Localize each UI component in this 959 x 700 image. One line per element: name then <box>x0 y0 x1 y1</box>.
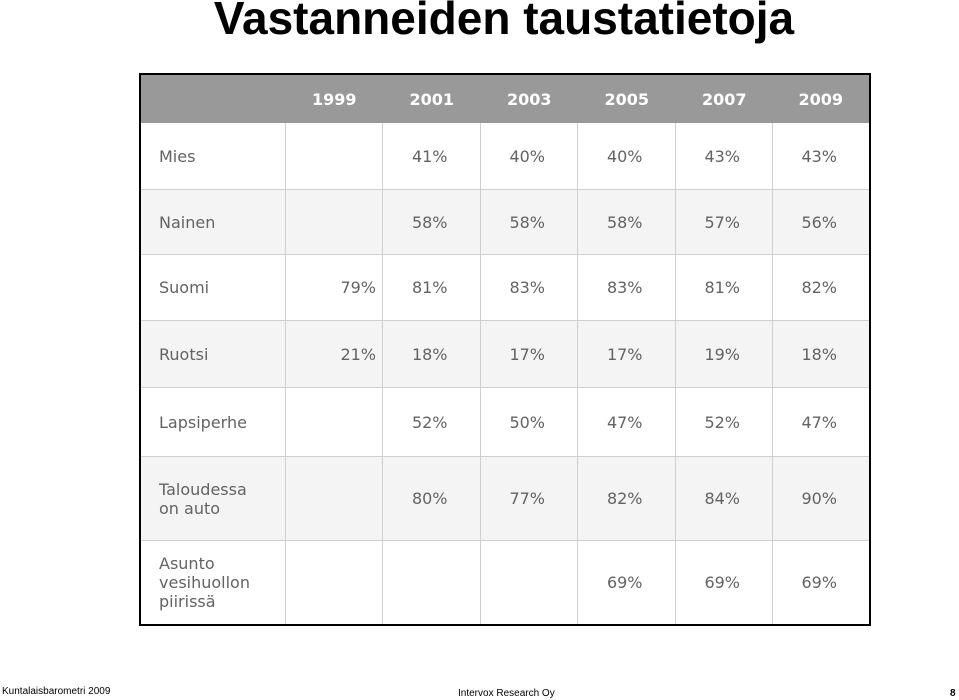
table-row <box>140 255 870 321</box>
table-row <box>140 457 870 541</box>
row-label-line: Suomi <box>159 278 210 297</box>
value-cell: 81% <box>383 255 481 321</box>
row-label-line: Lapsiperhe <box>159 412 247 432</box>
value-cell: 77% <box>480 457 578 541</box>
value-cell: 84% <box>675 457 773 541</box>
row-label <box>140 457 285 541</box>
year-header: 2005 <box>578 74 676 123</box>
value-cell: 52% <box>675 388 773 457</box>
value-cell: 82% <box>773 255 871 321</box>
value-cell: 18% <box>773 321 871 388</box>
value-cell <box>285 457 383 541</box>
value-cell <box>285 190 383 255</box>
value-cell: 18% <box>383 321 481 388</box>
value-cell: 47% <box>578 388 676 457</box>
value-cell: 43% <box>675 123 773 190</box>
row-label <box>140 321 285 388</box>
row-label <box>140 388 285 457</box>
value-cell: 47% <box>773 388 871 457</box>
value-cell: 21% <box>285 321 383 388</box>
table-row <box>140 321 870 388</box>
row-label-line: Nainen <box>159 212 216 232</box>
year-header: 1999 <box>285 74 383 123</box>
value-cell: 57% <box>675 190 773 255</box>
value-cell: 83% <box>480 255 578 321</box>
value-cell: 69% <box>675 541 773 626</box>
value-cell: 50% <box>480 388 578 457</box>
value-cell: 69% <box>773 541 871 626</box>
value-cell <box>383 541 481 626</box>
value-cell <box>285 123 383 190</box>
row-label-line: Ruotsi <box>159 344 209 364</box>
table-row <box>140 190 870 255</box>
year-header: 2007 <box>675 74 773 123</box>
row-label-line: on auto <box>159 498 221 518</box>
year-header: 2001 <box>383 74 481 123</box>
value-cell: 58% <box>480 190 578 255</box>
footer-source: Kuntalaisbarometri 2009 <box>2 686 111 697</box>
background-data-table <box>139 73 871 626</box>
value-cell: 90% <box>773 457 871 541</box>
value-cell: 40% <box>480 123 578 190</box>
value-cell: 56% <box>773 190 871 255</box>
row-label-line: Mies <box>159 146 196 166</box>
value-cell: 40% <box>578 123 676 190</box>
header-corner-cell <box>140 74 285 123</box>
value-cell: 82% <box>578 457 676 541</box>
row-label-line: vesihuollon <box>159 573 250 592</box>
row-label-line: Taloudessa <box>159 479 247 499</box>
year-header: 2003 <box>480 74 578 123</box>
value-cell: 79% <box>285 255 383 321</box>
year-header: 2009 <box>773 74 871 123</box>
value-cell <box>480 541 578 626</box>
value-cell: 52% <box>383 388 481 457</box>
table-row <box>140 541 870 626</box>
value-cell: 17% <box>480 321 578 388</box>
value-cell <box>285 541 383 626</box>
table-header-row <box>140 74 870 123</box>
value-cell: 17% <box>578 321 676 388</box>
row-label <box>140 190 285 255</box>
value-cell: 83% <box>578 255 676 321</box>
row-label-line: piirissä <box>159 592 216 611</box>
value-cell: 58% <box>578 190 676 255</box>
value-cell: 43% <box>773 123 871 190</box>
footer-company: Intervox Research Oy <box>458 688 555 699</box>
page-number: 8 <box>950 688 956 699</box>
value-cell: 41% <box>383 123 481 190</box>
value-cell: 19% <box>675 321 773 388</box>
value-cell: 69% <box>578 541 676 626</box>
value-cell: 81% <box>675 255 773 321</box>
table-row <box>140 388 870 457</box>
row-label <box>140 255 285 321</box>
value-cell: 80% <box>383 457 481 541</box>
value-cell: 58% <box>383 190 481 255</box>
value-cell <box>285 388 383 457</box>
row-label <box>140 541 285 626</box>
row-label-line: Asunto <box>159 554 215 573</box>
table-row <box>140 123 870 190</box>
row-label <box>140 123 285 190</box>
slide-title: Vastanneiden taustatietoja <box>213 0 795 44</box>
